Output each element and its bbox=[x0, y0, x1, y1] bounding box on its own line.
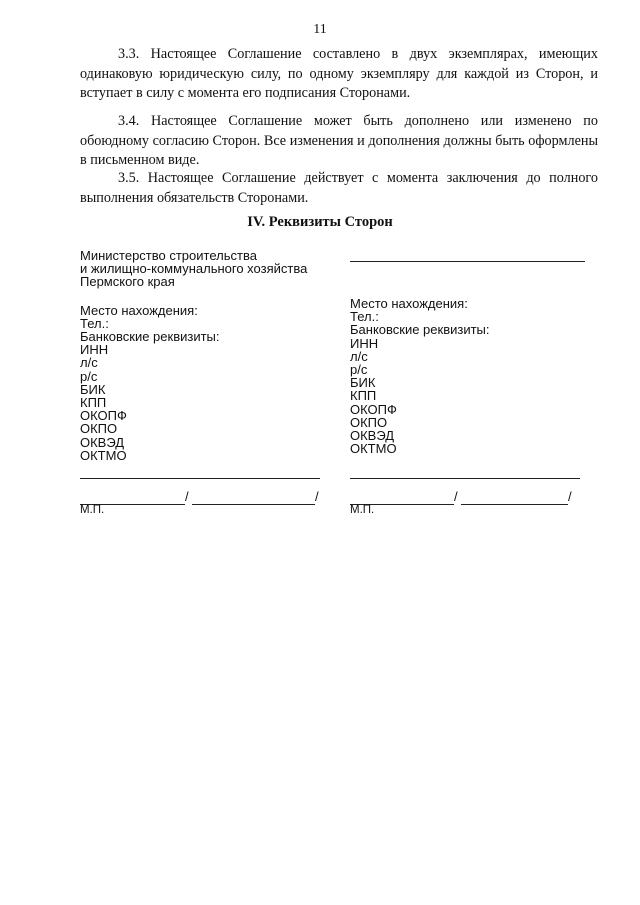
left-field-bik: БИК bbox=[80, 381, 106, 397]
right-field-ls: л/с bbox=[350, 348, 368, 364]
paragraph-3-4: 3.4. Настоящее Соглашение может быть дополнено или изменено по обоюдному согласию Сторон. Все изменения и дополнения должны быть оформлены в письменном виде. bbox=[80, 113, 598, 168]
left-field-kpp: КПП bbox=[80, 395, 107, 411]
right-field-oktmo: ОКТМО bbox=[350, 441, 397, 457]
right-field-address: Место нахождения: bbox=[350, 296, 468, 311]
right-field-phone: Тел.: bbox=[350, 309, 379, 325]
right-signature-slash: / bbox=[454, 489, 458, 504]
left-field-rs: р/с bbox=[80, 368, 98, 384]
left-field-phone: Тел.: bbox=[80, 315, 109, 331]
right-signature-slash-end: / bbox=[568, 489, 572, 504]
right-field-kpp: КПП bbox=[350, 388, 377, 404]
left-field-oktmo: ОКТМО bbox=[80, 447, 127, 463]
left-signature-name-line bbox=[192, 504, 315, 505]
right-field-rs: р/с bbox=[350, 362, 368, 378]
page-number: 11 bbox=[313, 22, 327, 37]
left-stamp-label: М.П. bbox=[80, 504, 105, 516]
left-field-bank: Банковские реквизиты: bbox=[80, 329, 220, 345]
left-party-name-line: Министерство строительства bbox=[80, 248, 257, 263]
left-party-name-line: Пермского края bbox=[80, 274, 175, 290]
right-stamp-label: М.П. bbox=[350, 504, 375, 516]
right-field-okpo: ОКПО bbox=[350, 414, 388, 430]
right-field-okopf: ОКОПФ bbox=[350, 401, 397, 417]
paragraph-3-5: 3.5. Настоящее Соглашение действует с момента заключения до полного выполнения обязательств Сторонами. bbox=[80, 170, 598, 206]
right-field-bik: БИК bbox=[350, 375, 376, 391]
right-party-details bbox=[350, 297, 590, 455]
right-field-inn: ИНН bbox=[350, 335, 379, 351]
left-signature-top-line bbox=[80, 478, 320, 479]
right-field-bank: Банковские реквизиты: bbox=[350, 322, 490, 338]
left-field-okopf: ОКОПФ bbox=[80, 408, 127, 424]
right-signature-top-line bbox=[350, 478, 580, 479]
right-signature-name-line bbox=[461, 504, 568, 505]
paragraph-3-3: 3.3. Настоящее Соглашение составлено в двух экземплярах, имеющих одинаковую юридическую силу, по одному экземпляру для каждой из Сторон, и вступает в силу с момента его подписания Сторонами. bbox=[80, 46, 598, 101]
right-party-name-line bbox=[350, 261, 585, 262]
left-field-address: Место нахождения: bbox=[80, 302, 198, 318]
section-title: IV. Реквизиты Сторон bbox=[247, 214, 393, 230]
left-field-okved: ОКВЭД bbox=[80, 434, 125, 450]
left-party-name-line: и жилищно-коммунального хозяйства bbox=[80, 261, 308, 277]
left-signature-slash-end: / bbox=[315, 489, 319, 504]
left-field-okpo: ОКПО bbox=[80, 421, 118, 437]
left-signature-slash: / bbox=[185, 489, 189, 504]
left-field-inn: ИНН bbox=[80, 342, 109, 358]
right-field-okved: ОКВЭД bbox=[350, 428, 395, 444]
left-field-ls: л/с bbox=[80, 355, 98, 371]
left-party-details bbox=[80, 249, 340, 462]
